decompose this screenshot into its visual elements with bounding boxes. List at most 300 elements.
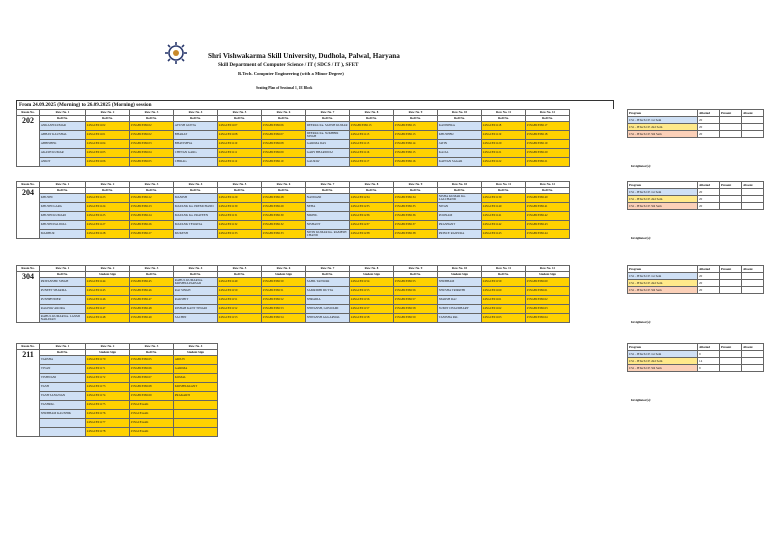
row-header: Row No. 1	[40, 344, 86, 350]
seat-cell: BHARAT	[174, 131, 218, 140]
column-subheader: Roll No.	[526, 116, 570, 122]
seat-cell: 24SGCE01235	[350, 203, 394, 212]
row-header: Row No. 8	[350, 110, 394, 116]
seat-cell: RISHAB KANT TIWARI	[174, 305, 218, 314]
column-subheader: Roll No.	[394, 116, 438, 122]
summary-count	[720, 280, 742, 287]
summary-program: CS1 - BTech CE 2nd Sem	[628, 358, 698, 365]
table-row	[17, 383, 218, 392]
summary-header: Allotted	[698, 344, 720, 351]
seat-cell: 25SGBCE09142	[526, 212, 570, 221]
summary-row	[628, 124, 764, 131]
seat-cell: 24SGCE01142	[482, 221, 526, 230]
summary-count	[720, 203, 742, 210]
seating-table-room-202	[16, 109, 570, 167]
summary-count	[720, 131, 742, 138]
seat-cell: PRASHANT	[438, 221, 482, 230]
seat-cell: 24SGCE01177	[86, 419, 130, 428]
summary-count	[742, 131, 764, 138]
seat-cell: RAJ SINGH	[174, 287, 218, 296]
seat-cell: KOMAL	[174, 374, 218, 383]
summary-count	[742, 203, 764, 210]
summary-count: 20	[698, 203, 720, 210]
university-name: Shri Vishwakarma Skill University, Dudhola, Palwal, Haryana	[208, 52, 400, 60]
row-header: Row No. 4	[174, 266, 218, 272]
room-no-label: Room No.	[17, 110, 40, 116]
column-subheader: Roll No.	[40, 350, 86, 356]
column-subheader: Roll No.	[40, 116, 86, 122]
seat-cell: 25SGBCE09149	[130, 314, 174, 323]
summary-header: Program	[628, 344, 698, 351]
seat-cell: NISHA KUMAR Ku. LALCHAND	[438, 194, 482, 203]
seat-cell: 24SGCE01123	[86, 194, 130, 203]
seat-cell: 24SGCE01122	[482, 158, 526, 167]
seat-cell: 24SGCE01131	[218, 212, 262, 221]
seat-cell: 24SGCE01140	[482, 203, 526, 212]
seat-cell: 25SGBCE09105	[130, 158, 174, 167]
seat-cell: PRAKARTI	[174, 392, 218, 401]
column-subheader: Roll No.	[306, 116, 350, 122]
seat-cell: 25SGBCE09151	[262, 287, 306, 296]
column-subheader: Roll No.	[306, 188, 350, 194]
seat-cell: ARJUN	[174, 356, 218, 365]
row-header: Row No. 7	[306, 110, 350, 116]
row-header: Row No. 4	[174, 182, 218, 188]
summary-count	[742, 287, 764, 294]
summary-count	[720, 358, 742, 365]
seat-cell: MAYANK TEWATIA	[174, 221, 218, 230]
seat-cell: 25SGBCE09108	[262, 140, 306, 149]
summary-row	[628, 117, 764, 124]
seat-cell: 24SGCE01112	[218, 158, 262, 167]
row-header: Row No. 5	[218, 182, 262, 188]
summary-row	[628, 287, 764, 294]
summary-count: 14	[698, 358, 720, 365]
seat-cell: KHUSHI PALIWAL	[40, 221, 86, 230]
column-subheader: Roll No.	[86, 188, 130, 194]
seat-cell: 25SGCEAAK	[130, 410, 174, 419]
column-subheader: Roll No.	[40, 188, 86, 194]
column-subheader: Student Sign	[262, 272, 306, 278]
seat-cell: MADHUR	[40, 230, 86, 239]
seat-cell: SHUBHAM	[438, 278, 482, 287]
column-subheader: Roll No.	[350, 116, 394, 122]
room-no-label: Room No.	[17, 182, 40, 188]
seat-cell: 24SGCE01145	[86, 287, 130, 296]
summary-count: 9	[698, 351, 720, 358]
summary-program: CS1 - BTech CE 5th Sem	[628, 131, 698, 138]
seat-cell: 25SGBCE09122	[130, 194, 174, 203]
column-subheader: Roll No.	[130, 350, 174, 356]
row-header: Row No. 7	[306, 182, 350, 188]
row-header: Row No. 5	[218, 110, 262, 116]
seat-cell: MANISH	[174, 194, 218, 203]
column-subheader: Roll No.	[262, 188, 306, 194]
seat-cell: 24SGCE01155	[350, 287, 394, 296]
room-number-cell	[17, 116, 40, 167]
seat-cell: 25SGBCE09137	[394, 221, 438, 230]
seat-cell: 24SGCE01151	[218, 296, 262, 305]
seat-cell: PUNEET SHARMA	[40, 287, 86, 296]
row-header: Row No. 1	[40, 110, 86, 116]
summary-count	[720, 365, 742, 372]
seat-cell: PRINCE RAJPURA	[438, 230, 482, 239]
row-header: Row No. 3	[130, 344, 174, 350]
seat-cell: GARIMA	[174, 365, 218, 374]
summary-header: Program	[628, 182, 698, 189]
summary-count: 20	[698, 273, 720, 280]
summary-count	[742, 189, 764, 196]
seat-cell: 25SGBCE09109	[262, 149, 306, 158]
row-header: Row No. 10	[438, 182, 482, 188]
row-header: Row No. 11	[482, 182, 526, 188]
summary-header-row	[628, 110, 764, 117]
seat-cell: 25SGBCE09114	[394, 140, 438, 149]
seat-cell: 24SGCE01111	[218, 149, 262, 158]
column-subheader: Student Sign	[174, 350, 218, 356]
summary-header: Present	[720, 110, 742, 117]
seat-cell: VIVAN	[40, 365, 86, 374]
seat-cell: SHIVANSH, GOSWAMI	[306, 305, 350, 314]
seat-cell: 25SGBCE09134	[394, 194, 438, 203]
table-row	[17, 410, 218, 419]
table-row	[17, 158, 570, 167]
seat-cell: 24SGCE01238	[350, 230, 394, 239]
seat-cell: 24SGCE01102	[86, 122, 130, 131]
summary-header: Absent	[742, 110, 764, 117]
seat-cell: 25SGBCE09140	[526, 194, 570, 203]
seat-cell: 24SGCE01157	[350, 305, 394, 314]
seat-cell: MAYANK Ku. PREMCHAND	[174, 203, 218, 212]
room-number-cell	[17, 350, 40, 437]
seat-cell: 24SGCE01153	[218, 314, 262, 323]
program-name: B.Tech. Computer Engineering (with a Minor Degree)	[238, 71, 344, 76]
summary-count	[720, 287, 742, 294]
summary-count	[742, 358, 764, 365]
seat-cell: 24SGCE01236	[350, 212, 394, 221]
seat-cell: 25SGBCE09126	[130, 221, 174, 230]
seat-cell: SHIVANSH AGGARWAL	[306, 314, 350, 323]
summary-program: CS1 - BTech CE 5th Sem	[628, 365, 698, 372]
seat-cell: 25SGCEAAK	[130, 419, 174, 428]
column-subheader: Roll No.	[174, 272, 218, 278]
seat-cell	[174, 410, 218, 419]
seat-cell: ABHAY KAUSHAL	[40, 131, 86, 140]
summary-header: Allotted	[698, 110, 720, 117]
seat-cell: 25SGBCE09147	[130, 296, 174, 305]
column-subheader: Roll No.	[218, 188, 262, 194]
seat-cell: 25SGBCE09150	[262, 278, 306, 287]
column-subheader: Roll No.	[394, 188, 438, 194]
column-subheader: Roll No.	[438, 188, 482, 194]
seat-cell: SPARSH RAJ	[438, 296, 482, 305]
seat-cell: 25SGBCE09120	[526, 149, 570, 158]
summary-header: Absent	[742, 182, 764, 189]
seat-cell: 25SGCEAAK	[130, 428, 174, 437]
seat-cell: 25SGBCE09161	[526, 287, 570, 296]
summary-count: 20	[698, 117, 720, 124]
column-subheader: Student Sign	[86, 350, 130, 356]
table-row	[17, 278, 570, 287]
row-header: Row No. 12	[526, 266, 570, 272]
seat-cell: AKASH KUMAR	[40, 149, 86, 158]
table-row	[17, 203, 570, 212]
seat-cell: 25SGBCE09144	[526, 230, 570, 239]
summary-program: CS1 - BTech CE 1st Sem	[628, 351, 698, 358]
seat-cell: 24SGCE01158	[350, 314, 394, 323]
summary-header-row	[628, 182, 764, 189]
summary-count: 20	[698, 124, 720, 131]
summary-count	[720, 117, 742, 124]
seat-cell: 24SGCE01101	[86, 131, 130, 140]
invigilators-label: Invigilator(s):	[631, 320, 652, 324]
seating-table-room-304	[16, 265, 570, 323]
seat-cell: NIKHIL	[306, 212, 350, 221]
column-subheader: Roll No.	[438, 116, 482, 122]
seat-cell: 25SGBCE09157	[394, 296, 438, 305]
seat-cell: GARIMA DAS	[306, 140, 350, 149]
summary-count	[720, 273, 742, 280]
seat-cell: 25SGBCE09159	[394, 314, 438, 323]
seat-cell: RAGHAV ARORA	[40, 305, 86, 314]
seat-cell: 24SGCE01121	[482, 149, 526, 158]
summary-table-room-211	[627, 343, 764, 372]
seat-cell: NANDANI	[306, 194, 350, 203]
room-number: 304	[22, 272, 34, 281]
seat-cell: 25SGBCE09136	[394, 212, 438, 221]
seat-cell: NISHANT	[306, 221, 350, 230]
room-no-label: Room No.	[17, 266, 40, 272]
summary-header: Allotted	[698, 266, 720, 273]
seat-cell: 25SGBCE09167	[130, 374, 174, 383]
row-header: Row No. 3	[130, 110, 174, 116]
row-header: Row No. 12	[526, 110, 570, 116]
column-subheader: Roll No.	[262, 116, 306, 122]
table-row	[17, 194, 570, 203]
seat-cell: 24SGCE01104	[86, 140, 130, 149]
seat-cell: 24SGCE01152	[218, 305, 262, 314]
table-row	[17, 131, 570, 140]
seat-cell: 24SGCE01116	[350, 149, 394, 158]
seat-cell: 24SGCE01127	[86, 221, 130, 230]
room-number-cell	[17, 272, 40, 323]
seat-cell: YASH	[40, 383, 86, 392]
seat-cell	[174, 401, 218, 410]
seat-cell: 24SGCE01128	[86, 230, 130, 239]
seat-cell: 24SGCE01106	[86, 158, 130, 167]
seat-cell: RAHUL KUMAR Ku. LAXMI NARAYAN	[40, 314, 86, 323]
seat-cell: SUMIT CHAUDHARY	[438, 305, 482, 314]
table-row	[17, 122, 570, 131]
seat-cell: 25SGBCE09107	[262, 131, 306, 140]
seat-cell: 24SGCE01120	[482, 140, 526, 149]
page-header	[0, 0, 768, 100]
column-subheader: Student Sign	[526, 272, 570, 278]
seat-cell: 25SGBCE09146	[130, 287, 174, 296]
seat-cell: 24SGCE01175	[86, 401, 130, 410]
summary-header: Program	[628, 110, 698, 117]
seat-cell: 25SGBCE09113	[350, 122, 394, 131]
seat-cell: VISHWANI	[40, 374, 86, 383]
column-subheader: Roll No.	[394, 272, 438, 278]
seat-cell: 24SGCE01108	[218, 131, 262, 140]
seat-cell: 25SGBCE09155	[394, 278, 438, 287]
seat-cell: SHUSHA TRIPATHI	[438, 287, 482, 296]
table-row	[17, 392, 218, 401]
university-logo-icon	[163, 40, 189, 66]
row-header: Row No. 2	[86, 266, 130, 272]
table-row	[17, 230, 570, 239]
seat-cell: SAHIL TANWAR	[306, 278, 350, 287]
seat-cell: 24SGCE01107	[218, 122, 262, 131]
seating-plan-title: Seating Plan of Sessional 1, 1E Block	[256, 86, 313, 90]
seat-cell: KHUSHI	[40, 194, 86, 203]
summary-program: CS1 - BTech CE 5th Sem	[628, 203, 698, 210]
seat-cell: 24SGCE01234	[350, 194, 394, 203]
seat-cell: 25SGBCE09152	[262, 296, 306, 305]
seat-cell: 25SGBCE09166	[130, 365, 174, 374]
table-row	[17, 428, 218, 437]
column-subheader: Roll No.	[218, 116, 262, 122]
seat-cell: 24SGCE01118	[482, 122, 526, 131]
table-row	[17, 365, 218, 374]
summary-header: Absent	[742, 266, 764, 273]
seat-cell: 25SGBCE09116	[394, 158, 438, 167]
summary-count	[742, 117, 764, 124]
seat-cell: YASH SANGWAN	[40, 392, 86, 401]
row-header: Row No. 10	[438, 266, 482, 272]
seat-cell: 24SGCE01171	[86, 365, 130, 374]
summary-count: 20	[698, 280, 720, 287]
seat-cell: MUKESH	[174, 230, 218, 239]
seat-cell: 24SGCE01144	[86, 278, 130, 287]
seat-cell: 25SGBCE09119	[526, 140, 570, 149]
seat-cell: 24SGCE01176	[86, 410, 130, 419]
seat-cell: 25SGBCE09118	[526, 131, 570, 140]
row-header: Row No. 8	[350, 266, 394, 272]
seat-cell: 25SGBCE09169	[130, 392, 174, 401]
seat-cell: NITIN KUMAR Ku. RAMESH CHAND	[306, 230, 350, 239]
seat-cell: 24SGCE01143	[482, 230, 526, 239]
seat-cell: NEHA	[306, 203, 350, 212]
column-subheader: Roll No.	[40, 272, 86, 278]
row-header: Row No. 9	[394, 110, 438, 116]
column-subheader: Roll No.	[174, 188, 218, 194]
column-subheader: Roll No.	[482, 188, 526, 194]
summary-table-room-202	[627, 109, 764, 138]
summary-header: Absent	[742, 344, 764, 351]
row-header: Row No. 1	[40, 266, 86, 272]
seat-cell: 24SGCE01132	[218, 221, 262, 230]
seating-table-room-211	[16, 343, 218, 437]
seat-cell: 24SGCE01129	[218, 194, 262, 203]
seat-cell: 24SGCE01105	[86, 149, 130, 158]
seat-cell: RAKSHIT	[174, 296, 218, 305]
seat-cell: ANKASH KUMAR	[40, 122, 86, 131]
seat-cell: SHRADIA	[306, 296, 350, 305]
seat-cell: KHUSHBU	[438, 131, 482, 140]
column-subheader: Student Sign	[86, 272, 130, 278]
seat-cell: 25SGBCE09124	[130, 212, 174, 221]
seat-cell: SHUBHAM KAUSHIK	[40, 410, 86, 419]
seat-cell: 24SGCE01160	[482, 287, 526, 296]
seat-cell: 24SGCE01147	[86, 305, 130, 314]
summary-count: 20	[698, 131, 720, 138]
summary-count: 20	[698, 287, 720, 294]
summary-count: 9	[698, 365, 720, 372]
seat-cell: CHIRAG	[174, 158, 218, 167]
summary-header-row	[628, 344, 764, 351]
seat-cell: 24SGCE01149	[218, 278, 262, 287]
table-row	[17, 314, 570, 323]
summary-count	[742, 273, 764, 280]
seat-cell: 24SGCE01139	[482, 194, 526, 203]
seat-cell: 25SGBCE09104	[130, 149, 174, 158]
seat-cell: 25SGBCE09154	[262, 314, 306, 323]
room-number: 202	[22, 116, 34, 125]
seat-cell: 25SGBCE09106	[262, 122, 306, 131]
seat-cell: KAPTAN SAGAR	[438, 158, 482, 167]
seat-cell: DEEPAK Ku. SATISH KUMAR	[306, 122, 350, 131]
row-header: Row No. 9	[394, 266, 438, 272]
summary-count	[720, 189, 742, 196]
row-header: Row No. 2	[86, 110, 130, 116]
row-header: Row No. 4	[174, 344, 218, 350]
seat-cell: 24SGCE01110	[218, 140, 262, 149]
room-number: 204	[22, 188, 34, 197]
seat-cell: NITAN	[438, 203, 482, 212]
summary-row	[628, 196, 764, 203]
department-name: Skill Department of Computer Science / IT ( SDCS / IT ), SFET	[218, 62, 359, 68]
summary-row	[628, 280, 764, 287]
table-row	[17, 287, 570, 296]
row-header: Row No. 7	[306, 266, 350, 272]
seat-cell: PRIYANSHU SINGH	[40, 278, 86, 287]
seat-cell: GAURAV	[306, 158, 350, 167]
seat-cell: 24SGCE01119	[482, 131, 526, 140]
seat-cell: 24SGCE01146	[86, 296, 130, 305]
seat-cell: 25SGBCE09130	[262, 212, 306, 221]
seat-cell	[40, 419, 86, 428]
seat-cell: KRISHNAKANT	[174, 383, 218, 392]
seat-cell: 25SGBCE09110	[262, 158, 306, 167]
seating-table-room-204	[16, 181, 570, 239]
summary-header: Allotted	[698, 182, 720, 189]
column-subheader: Roll No.	[526, 188, 570, 194]
seat-cell: 25SGBCE09168	[130, 383, 174, 392]
seat-cell: 24SGCE01124	[86, 203, 130, 212]
seat-cell: 24SGCE01117	[350, 158, 394, 167]
summary-row	[628, 358, 764, 365]
column-subheader: Roll No.	[130, 116, 174, 122]
room-number-cell	[17, 188, 40, 239]
summary-program: CS1 - BTech CE 2nd Sem	[628, 124, 698, 131]
summary-header-row	[628, 266, 764, 273]
summary-count	[742, 365, 764, 372]
summary-program: CS1 - BTech CE 5th Sem	[628, 287, 698, 294]
seat-cell: 25SGBCE09127	[130, 230, 174, 239]
table-row	[17, 419, 218, 428]
seat-cell: 24SGCE01148	[86, 314, 130, 323]
seat-cell	[40, 428, 86, 437]
summary-program: CS1 - BTech CE 1st Sem	[628, 117, 698, 124]
seat-cell: GARY BHARDWAJ	[306, 149, 350, 158]
seat-cell: 25SGBCE09113	[394, 122, 438, 131]
seat-cell: 24SGCE01170	[86, 356, 130, 365]
summary-row	[628, 131, 764, 138]
summary-count: 20	[698, 196, 720, 203]
summary-count	[742, 196, 764, 203]
